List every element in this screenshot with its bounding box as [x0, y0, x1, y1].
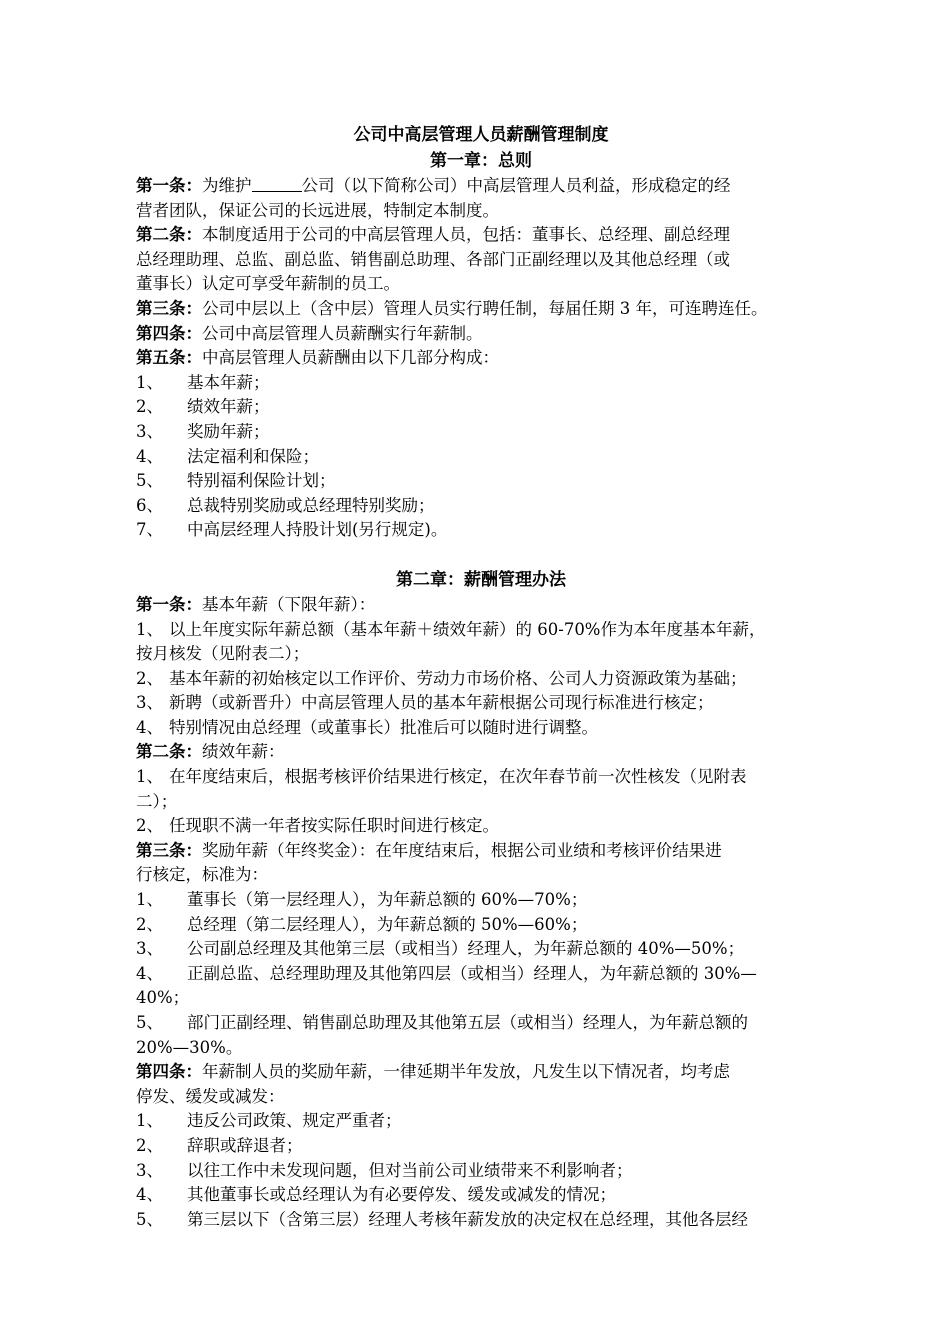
list-item	[136, 420, 826, 445]
article-text: 公司（以下简称公司）中高层管理人员利益，形成稳定的经	[301, 176, 731, 195]
section-spacer	[136, 543, 826, 567]
ch2-article-1	[136, 593, 826, 618]
list-text: 董事长（第一层经理人），为年薪总额的 60%—70%；	[187, 890, 588, 910]
list-item-cont: 二）；	[136, 791, 178, 811]
list-item-cont: 20%—30%。	[136, 1037, 243, 1057]
list-text: 总裁特别奖励或总经理特别奖励；	[187, 495, 435, 515]
article-label: 第三条：	[136, 840, 202, 860]
list-text: 以上年度实际年薪总额（基本年薪＋绩效年薪）的 60-70%作为本年度基本年薪，	[169, 619, 766, 639]
ch1-article-2-cont: 总经理助理、总监、副总监、销售副总助理、各部门正副经理以及其他总经理（或	[136, 249, 730, 269]
list-number: 4、	[136, 717, 163, 737]
ch1-article-5	[136, 346, 826, 371]
list-item	[136, 937, 826, 962]
list-number: 1、	[136, 619, 163, 639]
list-text: 部门正副经理、销售副总助理及其他第五层（或相当）经理人，为年薪总额的	[187, 1013, 748, 1032]
list-item	[136, 888, 826, 913]
list-number: 3、	[136, 939, 163, 959]
list-number: 2、	[136, 1135, 163, 1155]
list-item	[136, 1183, 826, 1208]
list-item	[136, 814, 826, 839]
article-text: 绩效年薪：	[202, 742, 285, 762]
list-item-cont: 按月核发（见附表二）；	[136, 644, 310, 664]
list-item	[136, 962, 826, 987]
list-number: 6、	[136, 495, 163, 515]
list-item	[136, 494, 826, 519]
list-number: 3、	[136, 693, 163, 713]
article-text: 基本年薪（下限年薪）：	[202, 594, 376, 614]
ch2-article-3-cont: 行核定，标准为：	[136, 865, 268, 885]
article-label: 第三条：	[136, 298, 202, 318]
list-text: 法定福利和保险；	[187, 446, 319, 466]
article-label: 第四条：	[136, 323, 202, 343]
list-number: 1、	[136, 372, 163, 392]
list-number: 4、	[136, 963, 163, 983]
list-text: 总经理（第二层经理人），为年薪总额的 50%—60%；	[187, 914, 588, 934]
document-page	[136, 122, 826, 1232]
list-number: 1、	[136, 1111, 163, 1131]
list-number: 2、	[136, 816, 163, 836]
list-number: 7、	[136, 520, 163, 540]
list-number: 3、	[136, 1160, 163, 1180]
article-text: 公司中层以上（含中层）管理人员实行聘任制，每届任期 3 年，可连聘连任。	[202, 298, 768, 318]
ch1-article-1-cont: 营者团队，保证公司的长远进展，特制定本制度。	[136, 200, 499, 220]
list-text: 奖励年薪；	[187, 421, 270, 441]
list-number: 5、	[136, 471, 163, 491]
ch2-article-3	[136, 839, 826, 864]
list-item	[136, 445, 826, 470]
list-item-cont: 40%；	[136, 988, 190, 1008]
article-label: 第五条：	[136, 348, 202, 368]
list-text: 以往工作中未发现问题，但对当前公司业绩带来不利影响者；	[187, 1160, 633, 1180]
list-item	[136, 667, 826, 692]
list-text: 正副总监、总经理助理及其他第四层（或相当）经理人，为年薪总额的 30%—	[187, 963, 757, 983]
chapter-2-heading: 第二章：薪酬管理办法	[396, 569, 566, 590]
list-text: 公司副总经理及其他第三层（或相当）经理人，为年薪总额的 40%—50%；	[187, 939, 745, 959]
list-text: 第三层以下（含第三层）经理人考核年薪发放的决定权在总经理，其他各层经	[187, 1209, 748, 1229]
list-text: 新聘（或新晋升）中高层管理人员的基本年薪根据公司现行标准进行核定；	[169, 693, 714, 713]
list-text: 在年度结束后，根据考核评价结果进行核定，在次年春节前一次性核发（见附表	[169, 767, 747, 787]
article-text: 本制度适用于公司的中高层管理人员，包括：董事长、总经理、副总经理	[202, 225, 730, 245]
document-title: 公司中高层管理人员薪酬管理制度	[353, 125, 609, 145]
list-item	[136, 1011, 826, 1036]
list-number: 1、	[136, 890, 163, 910]
list-text: 中高层经理人持股计划(另行规定)。	[187, 520, 448, 540]
list-item	[136, 1109, 826, 1134]
list-number: 4、	[136, 446, 163, 466]
ch1-article-2-cont: 董事长）认定可享受年薪制的员工。	[136, 274, 400, 294]
article-label: 第一条：	[136, 176, 202, 195]
list-number: 1、	[136, 767, 163, 787]
ch2-article-4	[136, 1060, 826, 1085]
list-number: 2、	[136, 668, 163, 688]
list-item	[136, 716, 826, 741]
article-text: 年薪制人员的奖励年薪，一律延期半年发放，凡发生以下情况者，均考虑	[202, 1062, 730, 1082]
ch1-article-3	[136, 297, 826, 322]
ch2-article-2	[136, 740, 826, 765]
list-text: 特别福利保险计划；	[187, 471, 336, 491]
list-item	[136, 371, 826, 396]
list-number: 2、	[136, 397, 163, 417]
list-item	[136, 913, 826, 938]
chapter-1-heading: 第一章：总则	[430, 151, 532, 171]
list-number: 5、	[136, 1013, 163, 1032]
article-text: 中高层管理人员薪酬由以下几部分构成：	[202, 348, 499, 368]
list-number: 3、	[136, 421, 163, 441]
article-label: 第二条：	[136, 742, 202, 762]
list-text: 辞职或辞退者；	[187, 1135, 303, 1155]
list-item	[136, 1134, 826, 1159]
article-label: 第四条：	[136, 1062, 202, 1082]
list-item	[136, 691, 826, 716]
ch1-article-2	[136, 223, 826, 248]
ch1-article-4	[136, 322, 826, 347]
article-label: 第二条：	[136, 225, 202, 245]
list-number: 5、	[136, 1209, 163, 1229]
list-number: 2、	[136, 914, 163, 934]
ch1-article-1	[136, 174, 826, 199]
list-item	[136, 395, 826, 420]
list-number: 4、	[136, 1185, 163, 1205]
article-label: 第一条：	[136, 594, 202, 614]
list-text: 绩效年薪；	[187, 397, 270, 417]
list-item	[136, 618, 826, 643]
article-text: 公司中高层管理人员薪酬实行年薪制。	[202, 323, 483, 343]
list-text: 违反公司政策、规定严重者；	[187, 1111, 402, 1131]
article-text: 为维护	[202, 176, 252, 195]
list-item	[136, 469, 826, 494]
list-text: 基本年薪；	[187, 372, 270, 392]
list-item	[136, 765, 826, 790]
list-text: 其他董事长或总经理认为有必要停发、缓发或减发的情况；	[187, 1185, 616, 1205]
list-text: 基本年薪的初始核定以工作评价、劳动力市场价格、公司人力资源政策为基础；	[169, 668, 747, 688]
blank-underline	[252, 175, 302, 192]
list-item	[136, 1159, 826, 1184]
list-text: 任现职不满一年者按实际任职时间进行核定。	[169, 816, 499, 836]
list-item	[136, 1208, 826, 1233]
ch2-article-4-cont: 停发、缓发或减发：	[136, 1086, 285, 1106]
list-item	[136, 518, 826, 543]
article-text: 奖励年薪（年终奖金）：在年度结束后，根据公司业绩和考核评价结果进	[202, 840, 722, 860]
list-text: 特别情况由总经理（或董事长）批准后可以随时进行调整。	[169, 717, 598, 737]
